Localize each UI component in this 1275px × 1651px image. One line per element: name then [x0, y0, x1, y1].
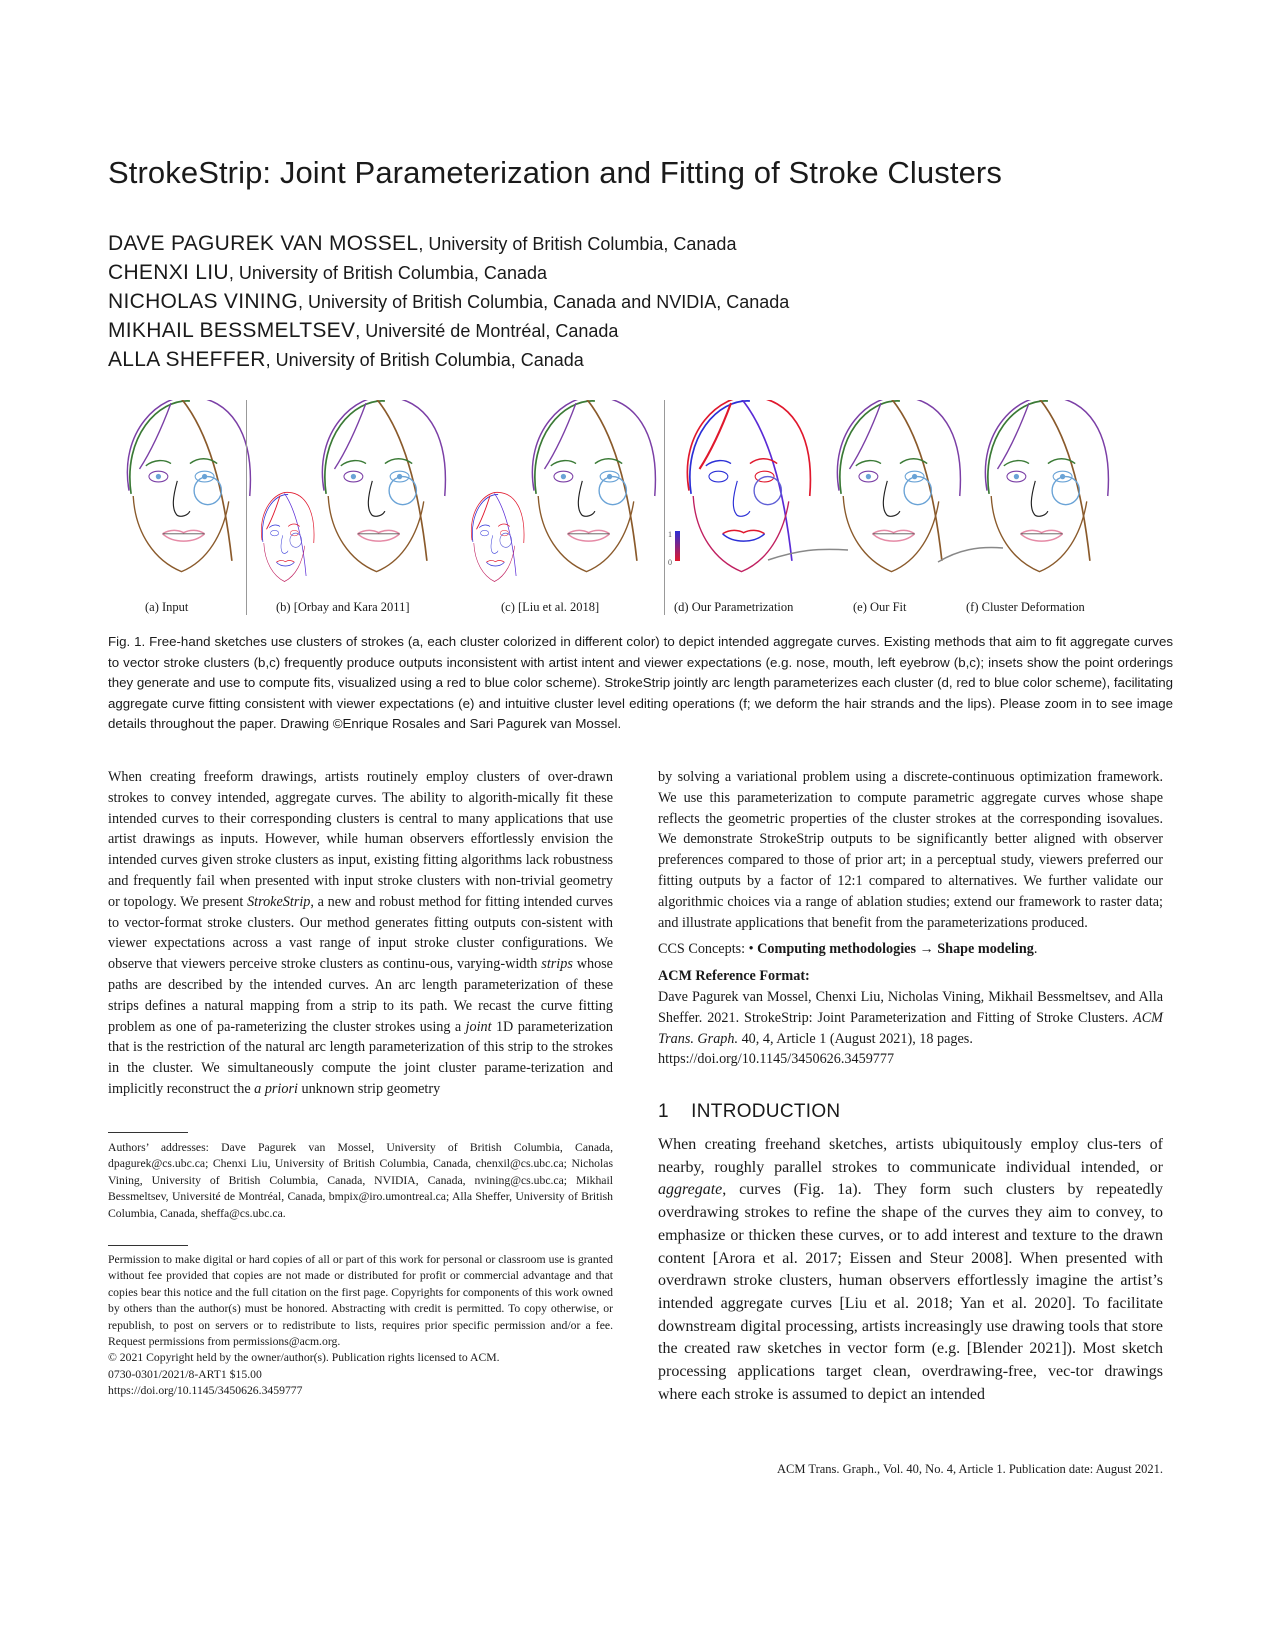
issn-line: 0730-0301/2021/8-ART1 $15.00	[108, 1367, 262, 1381]
colorbar-bottom-label: 0	[668, 558, 672, 567]
colorbar-top-label: 1	[668, 530, 672, 539]
arrow-d-to-e	[768, 549, 848, 560]
introduction-text	[658, 1134, 1163, 1406]
acm-reference	[658, 987, 1163, 1070]
author-affiliation: , University of British Columbia, Canada	[228, 263, 547, 283]
figure-caption: Fig. 1. Free-hand sketches use clusters of strokes (a, each cluster colorized in different color) to depict intended aggregate curves. Existing methods that aim to fit aggregate curves to vector stroke clusters (b,c) frequently produce outputs inconsistent with artist intent and viewer expectations (e.g. nose, mouth, left eyebrow (b,c); insets show the point orderings they generate and use to compute fits, visualized using a red to blue color scheme). StrokeStrip jointly arc length parameterizes each cluster (d, red to blue color scheme), facilitating aggregate curve fitting consistent with viewer expectations (e) and intuitive cluster level editing operations (f; we deform the hair strands and the lips). Please zoom in to see image details throughout the paper. Drawing ©Enrique Rosales and Sari Pagurek van Mossel.	[108, 634, 1173, 731]
label-c: (c) [Liu et al. 2018]	[501, 600, 600, 614]
liu-inset	[471, 492, 524, 581]
abstract-text: by solving a variational problem using a discrete-continuous optimization framework. We use this parameterization to compute parametric aggregate curves whose shape reflects the geometric properties of the cluster strokes at the corresponding isovalues. We demonstrate StrokeStrip outputs to be significantly better aligned with observer preferences compared to those of prior art; in a perceptual study, viewers preferred our fitting outputs by a factor of 12:1 compared to alternatives. We further validate our algorithmic choices via a range of ablation studies; extend our framework to raster data; and illustrate applications that benefit from the parameterizations produced.	[658, 769, 1163, 931]
intro-emph: aggregate	[658, 1181, 723, 1199]
author-line	[108, 345, 1108, 374]
label-e: (e) Our Fit	[853, 600, 907, 614]
abstract-left	[108, 767, 613, 1100]
abstract-right	[658, 767, 1163, 1070]
author-line	[108, 316, 1108, 345]
section-heading-introduction: 1 INTRODUCTION	[658, 1101, 841, 1122]
author-name: DAVE PAGUREK VAN MOSSEL	[108, 232, 419, 255]
colorbar	[675, 531, 680, 561]
intro-text: , curves (Fig. 1a). They form such clusters by repeatedly overdrawing strokes to refine the shape of the curves they aim to convey, to emphasize or thicken these curves, or to add interest and texture to the drawn content [Arora et al. 2017; Eissen and Steur 2008]. When presented with overdrawn stroke clusters, human observers effortlessly imagine the artist’s intended aggregate curves [Liu et al. 2018; Yan et al. 2020]. To facilitate downstream digital processing, artists increasingly use drawing tools that store the created raw sketches in vector form (e.g. [Blender 2021]). Most sketch processing applications target clean, overdrawing-free, vec-tor drawings where each stroke is assumed to depict an intended	[658, 1181, 1163, 1403]
abstract-text: unknown strip geometry	[297, 1080, 441, 1097]
liu-result	[532, 400, 655, 572]
figure-separator	[664, 400, 665, 615]
our-fit	[837, 400, 960, 572]
ccs-suffix: .	[1033, 941, 1038, 958]
our-parametrization	[687, 400, 810, 572]
input-sketch	[127, 400, 250, 572]
teaser-figure	[108, 400, 1173, 625]
footnote-rule	[108, 1132, 188, 1133]
intro-text: When creating freehand sketches, artists ubiquitously employ clus-ters of nearby, roughly parallel strokes to communicate individual intended, or	[658, 1136, 1163, 1176]
figure-separator	[246, 400, 247, 615]
ccs-prefix: CCS Concepts: •	[658, 941, 758, 958]
author-line	[108, 258, 1108, 287]
doi-link[interactable]: https://doi.org/10.1145/3450626.3459777	[108, 1384, 303, 1398]
author-line	[108, 287, 1108, 316]
page-footer: ACM Trans. Graph., Vol. 40, No. 4, Article 1. Publication date: August 2021.	[777, 1462, 1163, 1476]
author-affiliation: , University of British Columbia, Canada	[265, 350, 584, 370]
author-line	[108, 229, 1108, 258]
footnote-permission	[108, 1252, 613, 1400]
acm-ref-doi[interactable]: https://doi.org/10.1145/3450626.3459777	[658, 1051, 895, 1068]
orbay-kara-result	[322, 400, 445, 572]
label-b: (b) [Orbay and Kara 2011]	[276, 600, 410, 614]
footnote-rule	[108, 1245, 188, 1246]
acm-ref-text: 40, 4, Article 1 (August 2021), 18 pages.	[738, 1030, 973, 1047]
abstract-emph: StrokeStrip	[247, 893, 311, 910]
author-affiliation: , University of British Columbia, Canada and NVIDIA, Canada	[298, 292, 790, 312]
abstract-text: , a new and robust method for fitting intended curves to vector-format stroke clusters. Our method generates fitting outputs con-sistent with viewer expectations across a vast range of input stroke cluster configurations. We observe that viewers perceive stroke clusters as continu-ous, varying-width	[108, 893, 614, 973]
abstract-text: whose paths are described by the intended curves. An arc length parameterization of these strips defines a natural mapping from a strip to its path. We recast the curve fitting problem as one of pa-rameterizing the cluster strokes using a	[108, 956, 613, 1035]
copyright-line: © 2021 Copyright held by the owner/author(s). Publication rights licensed to ACM.	[108, 1351, 500, 1365]
author-name: MIKHAIL BESSMELTSEV	[108, 319, 356, 342]
author-affiliation: , Université de Montréal, Canada	[355, 321, 619, 341]
ccs-concepts	[658, 939, 1163, 960]
acm-ref-heading: ACM Reference Format:	[658, 968, 810, 985]
abstract-emph: a priori	[254, 1080, 298, 1097]
label-d: (d) Our Parametrization	[674, 600, 794, 614]
author-name: ALLA SHEFFER	[108, 348, 266, 371]
author-name: CHENXI LIU	[108, 261, 229, 284]
author-affiliation: , University of British Columbia, Canada	[418, 234, 737, 254]
ccs-concept: Computing methodologies → Shape modeling	[757, 941, 1034, 958]
face-sketches	[108, 400, 1173, 600]
cluster-deformation	[985, 400, 1108, 572]
orbay-kara-inset	[261, 492, 314, 581]
abstract-emph: strips	[541, 956, 573, 973]
permission-text: Permission to make digital or hard copies of all or part of this work for personal or classroom use is granted without fee provided that copies are not made or distributed for profit or commercial advantage and that copies bear this notice and the full citation on the first page. Copyrights for components of this work owned by others than the author(s) must be honored. Abstracting with credit is permitted. To copy otherwise, or republish, to post on servers or to redistribute to lists, requires prior specific permission and/or a fee. Request permissions from permissions@acm.org.	[108, 1253, 613, 1349]
arrow-e-to-f	[938, 548, 1003, 562]
author-list	[108, 229, 1108, 374]
abstract-text: 1D parameterization that is the restriction of the natural arc length parameterization of this strip to the strokes in the cluster. We simultaneously compute the joint cluster parame-terization and implicitly reconstruct the	[108, 1018, 614, 1097]
label-f: (f) Cluster Deformation	[966, 600, 1085, 614]
acm-ref-journal: ACM Trans. Graph.	[658, 1009, 1163, 1047]
author-name: NICHOLAS VINING	[108, 290, 299, 313]
abstract-text: When creating freeform drawings, artists routinely employ clusters of over-drawn strokes to convey intended, aggregate curves. The ability to algorith-mically fit these intended curves to their corresponding clusters is central to many applications that use artist drawings as inputs. However, while human observers effortlessly envision the intended curves given stroke clusters as input, existing fitting algorithms lack robustness and frequently fail when presented with input stroke clusters with non-trivial geometry or topology. We present	[108, 769, 613, 910]
footnote-addresses: Authors’ addresses: Dave Pagurek van Mossel, University of British Columbia, Canada, dpagurek@cs.ubc.ca; Chenxi Liu, University of British Columbia, Canada, chenxil@cs.ubc.ca; Nicholas Vining, University of British Columbia, Canada, NVIDIA, Canada, nvining@cs.ubc.ca; Mikhail Bessmeltsev, Université de Montréal, Canada, bmpix@iro.umontreal.ca; Alla Sheffer, University of British Columbia, Canada, sheffa@cs.ubc.ca.	[108, 1141, 613, 1220]
label-a: (a) Input	[145, 600, 189, 614]
acm-ref-text: Dave Pagurek van Mossel, Chenxi Liu, Nicholas Vining, Mikhail Bessmeltsev, and Alla Sheffer. 2021. StrokeStrip: Joint Parameterization and Fitting of Stroke Clusters.	[658, 988, 1163, 1026]
paper-title: StrokeStrip: Joint Parameterization and Fitting of Stroke Clusters	[108, 155, 1002, 190]
abstract-emph: joint	[465, 1018, 492, 1035]
